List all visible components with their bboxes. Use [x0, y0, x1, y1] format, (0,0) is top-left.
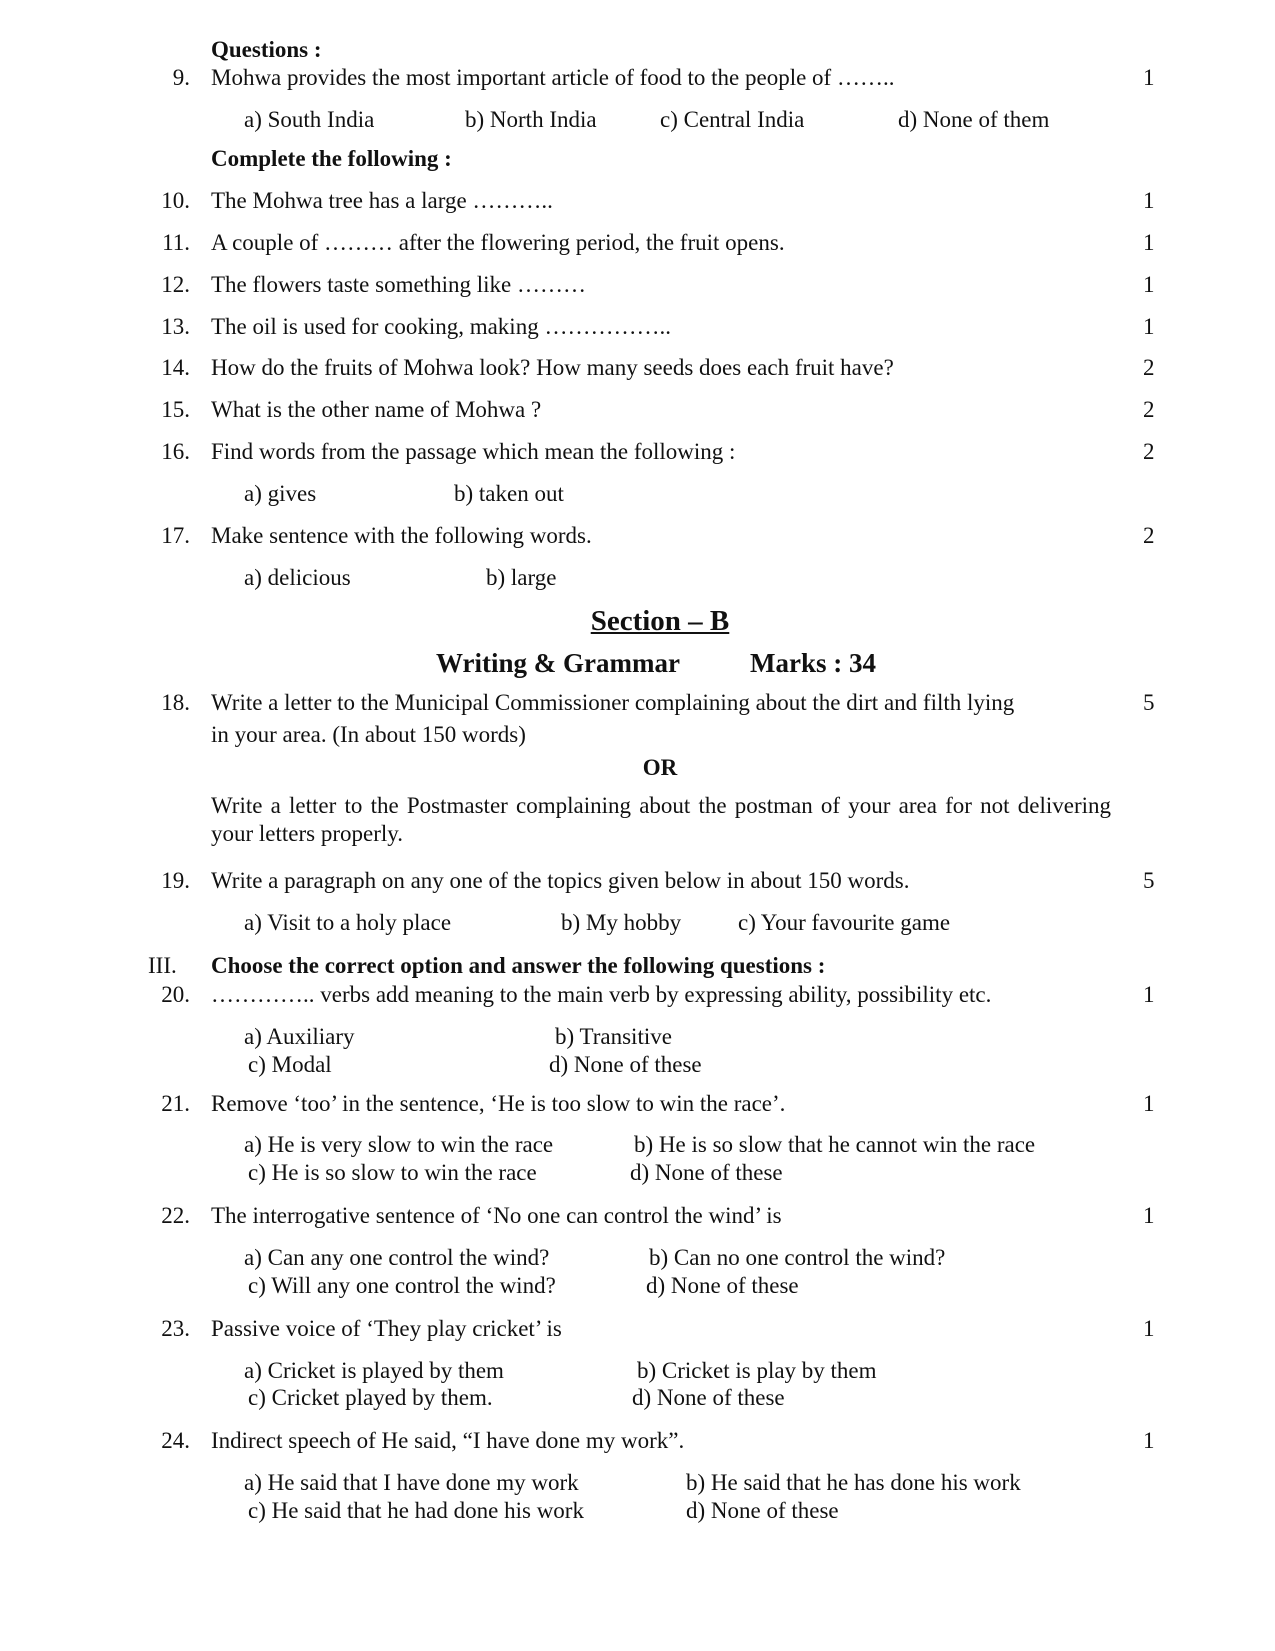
- question-text: A couple of ……… after the flowering period, the fruit opens.: [211, 230, 785, 255]
- question-marks: 1: [1143, 272, 1155, 297]
- question-text: The interrogative sentence of ‘No one can control the wind’ is: [211, 1203, 782, 1228]
- question-number: 11.: [162, 230, 190, 255]
- question-number: 10.: [161, 188, 190, 213]
- option: d) None of these: [646, 1273, 799, 1298]
- option: c) Your favourite game: [738, 910, 951, 935]
- option: d) None of these: [630, 1160, 783, 1185]
- question-number: 15.: [161, 397, 190, 422]
- question-text: What is the other name of Mohwa ?: [211, 397, 542, 422]
- question-number: 18.: [161, 690, 190, 715]
- question-marks: 1: [1143, 982, 1155, 1007]
- option: a) Visit to a holy place: [244, 910, 452, 935]
- section-marks: Marks : 34: [750, 648, 876, 678]
- option: b) Cricket is play by them: [637, 1358, 877, 1383]
- part-numeral: III.: [148, 953, 177, 978]
- question-text: Write a paragraph on any one of the topics given below in about 150 words.: [211, 868, 910, 893]
- option: d) None of them: [898, 107, 1050, 132]
- question-text: Write a letter to the Municipal Commissioner complaining about the dirt and filth lying: [211, 690, 1015, 715]
- option: a) gives: [244, 481, 317, 506]
- question-number: 23.: [161, 1316, 190, 1341]
- question-text: ………….. verbs add meaning to the main verb by expressing ability, possibility etc.: [211, 982, 992, 1007]
- question-marks: 1: [1143, 230, 1155, 255]
- question-text: Indirect speech of He said, “I have done my work”.: [211, 1428, 685, 1453]
- question-text: Passive voice of ‘They play cricket’ is: [211, 1316, 562, 1341]
- section-subtitle: Writing & Grammar: [436, 648, 680, 678]
- question-marks: 1: [1143, 314, 1155, 339]
- question-marks: 5: [1143, 868, 1155, 893]
- question-marks: 2: [1143, 523, 1155, 548]
- questions-heading: Questions :: [211, 37, 322, 62]
- option: c) Will any one control the wind?: [248, 1273, 556, 1298]
- option: c) He said that he had done his work: [248, 1498, 584, 1523]
- option: a) He is very slow to win the race: [244, 1132, 554, 1157]
- option: d) None of these: [686, 1498, 839, 1523]
- option: a) delicious: [244, 565, 351, 590]
- option: a) Auxiliary: [244, 1024, 355, 1049]
- question-text-continued: in your area. (In about 150 words): [211, 722, 526, 747]
- question-number: 24.: [161, 1428, 190, 1453]
- question-text: The oil is used for cooking, making ……………..: [211, 314, 671, 339]
- question-number: 22.: [161, 1203, 190, 1228]
- question-marks: 5: [1143, 690, 1155, 715]
- option: b) taken out: [454, 481, 564, 506]
- question-text: The Mohwa tree has a large ………..: [211, 188, 553, 213]
- question-alternative: Write a letter to the Postmaster complaining about the postman of your area for not delivering your letters properly.: [211, 793, 1111, 846]
- question-marks: 2: [1143, 439, 1155, 464]
- question-text: Find words from the passage which mean the following :: [211, 439, 736, 464]
- question-marks: 1: [1143, 1428, 1155, 1453]
- question-marks: 2: [1143, 355, 1155, 380]
- option: c) He is so slow to win the race: [248, 1160, 537, 1185]
- section-heading: Section – B: [590, 605, 730, 637]
- option: b) He is so slow that he cannot win the race: [634, 1132, 1036, 1157]
- question-marks: 2: [1143, 397, 1155, 422]
- question-number: 21.: [161, 1091, 190, 1116]
- option: b) He said that he has done his work: [686, 1470, 1021, 1495]
- question-number: 13.: [161, 314, 190, 339]
- option: c) Central India: [660, 107, 805, 132]
- question-number: 14.: [161, 355, 190, 380]
- complete-heading: Complete the following :: [211, 146, 452, 171]
- question-number: 16.: [161, 439, 190, 464]
- question-marks: 1: [1143, 65, 1155, 90]
- question-text: How do the fruits of Mohwa look? How many seeds does each fruit have?: [211, 355, 894, 380]
- question-number: 20.: [161, 982, 190, 1007]
- question-marks: 1: [1143, 1203, 1155, 1228]
- or-divider: OR: [642, 755, 678, 780]
- question-text: Mohwa provides the most important article of food to the people of ……..: [211, 65, 895, 90]
- question-text: Make sentence with the following words.: [211, 523, 592, 548]
- option: d) None of these: [549, 1052, 702, 1077]
- option: c) Cricket played by them.: [248, 1385, 493, 1410]
- question-number: 9.: [172, 65, 190, 90]
- question-number: 12.: [161, 272, 190, 297]
- option: a) Can any one control the wind?: [244, 1245, 550, 1270]
- question-text: Remove ‘too’ in the sentence, ‘He is too slow to win the race’.: [211, 1091, 786, 1116]
- option: b) My hobby: [561, 910, 682, 935]
- option: a) He said that I have done my work: [244, 1470, 579, 1495]
- question-marks: 1: [1143, 1316, 1155, 1341]
- option: a) South India: [244, 107, 375, 132]
- part-heading: Choose the correct option and answer the following questions :: [211, 953, 826, 978]
- question-marks: 1: [1143, 188, 1155, 213]
- option: b) North India: [465, 107, 597, 132]
- option: c) Modal: [248, 1052, 332, 1077]
- option: b) large: [486, 565, 557, 590]
- option: b) Transitive: [555, 1024, 672, 1049]
- option: b) Can no one control the wind?: [649, 1245, 946, 1270]
- option: a) Cricket is played by them: [244, 1358, 504, 1383]
- question-number: 17.: [161, 523, 190, 548]
- question-number: 19.: [161, 868, 190, 893]
- option: d) None of these: [632, 1385, 785, 1410]
- question-text: The flowers taste something like ………: [211, 272, 586, 297]
- question-marks: 1: [1143, 1091, 1155, 1116]
